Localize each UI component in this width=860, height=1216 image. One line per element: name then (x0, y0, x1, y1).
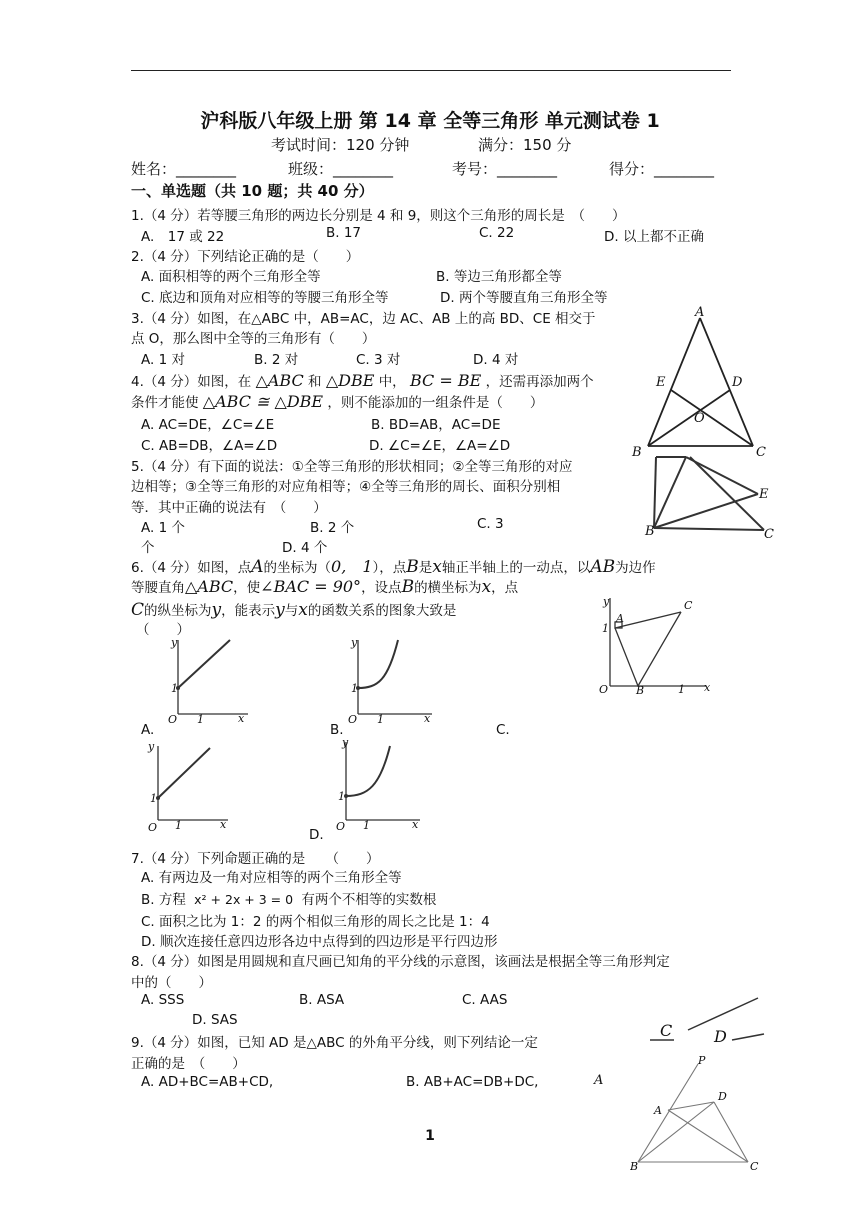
q8-stem-line1: 8.（4 分）如图是用圆规和直尺画已知角的平分线的示意图，该画法是根据全等三角形判定 (131, 954, 670, 970)
svg-text:O: O (336, 820, 346, 832)
q6-graph-b (340, 634, 436, 724)
q1-option-d[interactable]: D. 以上都不正确 (604, 229, 704, 245)
q3-label-d: D (732, 375, 743, 390)
q4-option-b[interactable]: B. BD=AB，AC=DE (371, 417, 501, 433)
page-number: 1 (425, 1128, 435, 1144)
q6-label-c: C (684, 599, 693, 612)
q3-label-c: C (756, 445, 766, 458)
q3-option-b[interactable]: B. 2 对 (254, 352, 299, 368)
q9-label-a: A (654, 1104, 662, 1117)
svg-text:1: 1 (171, 682, 178, 695)
q1-option-b[interactable]: B. 17 (326, 225, 362, 241)
q9-label-b: B (630, 1160, 639, 1173)
q1-option-a[interactable]: A. 17 或 22 (141, 229, 225, 245)
q8-stem-line2: 中的（ ） (131, 975, 212, 991)
q3-label-o: O (694, 411, 705, 426)
q9-label-p: P (698, 1054, 706, 1067)
q6-coordinate-figure (594, 592, 714, 698)
q3-option-a[interactable]: A. 1 对 (141, 352, 185, 368)
q7-stem: 7.（4 分）下列命题正确的是 （ ） (131, 851, 380, 867)
q8-option-a[interactable]: A. SSS (141, 992, 185, 1008)
svg-text:x: x (424, 712, 431, 724)
q8-label-d: D (714, 1027, 727, 1044)
q6-origin: O (599, 683, 609, 696)
q8-angle-bisector-figure (646, 992, 770, 1044)
q6-option-c[interactable]: C. (496, 722, 510, 738)
q5-option-d[interactable]: D. 4 个 (282, 540, 328, 556)
q6-axis-y: y (603, 595, 610, 608)
q4-option-d[interactable]: D. ∠C=∠E，∠A=∠D (369, 438, 511, 454)
svg-text:x: x (412, 818, 419, 831)
q5-option-c-cont: 个 (141, 540, 155, 556)
q9-stem-line1: 9.（4 分）如图，已知 AD 是△ABC 的外角平分线，则下列结论一定 (131, 1035, 538, 1051)
q4-stem-line1: 4.（4 分）如图，在 △ABC 和 △DBE 中， BC = BE ，还需再添加两个 (131, 371, 594, 390)
q2-option-b[interactable]: B. 等边三角形都全等 (436, 269, 562, 285)
q3-stem-line2: 点 O，那么图中全等的三角形有（ ） (131, 331, 376, 347)
q6-option-a[interactable]: A. (141, 722, 155, 738)
svg-text:O: O (148, 821, 158, 832)
q6-answer-paren: （ ） (136, 622, 190, 638)
q9-option-a[interactable]: A. AD+BC=AB+CD, (141, 1074, 274, 1090)
q5-option-b[interactable]: B. 2 个 (310, 520, 355, 536)
q6-axis-x: x (704, 681, 711, 694)
q5-label-b: B (645, 524, 655, 539)
svg-text:y: y (351, 636, 358, 649)
q6-stem-line1: 6.（4 分）如图，点A的坐标为（0, 1），点B是x轴正半轴上的一动点，以AB为边作 (131, 557, 656, 577)
q6-option-b[interactable]: B. (330, 722, 344, 738)
svg-text:O: O (168, 713, 178, 724)
q9-fragment-label: A (594, 1073, 604, 1088)
q6-graph-c (140, 740, 232, 832)
q4-option-a[interactable]: A. AC=DE，∠C=∠E (141, 417, 275, 433)
svg-text:x: x (220, 818, 227, 831)
q8-option-d[interactable]: D. SAS (192, 1012, 238, 1028)
q7-option-d[interactable]: D. 顺次连接任意四边形各边中点得到的四边形是平行四边形 (141, 934, 498, 950)
q5-triangles-figure (640, 454, 780, 542)
q2-stem: 2.（4 分）下列结论正确的是（ ） (131, 249, 360, 265)
q3-label-b: B (632, 445, 642, 458)
section-heading: 一、单选题（共 10 题；共 40 分） (131, 182, 374, 200)
svg-text:1: 1 (377, 713, 384, 724)
svg-text:y: y (148, 740, 155, 753)
q2-option-c[interactable]: C. 底边和顶角对应相等的等腰三角形全等 (141, 290, 389, 306)
q9-label-c: C (750, 1160, 759, 1173)
q7-option-a[interactable]: A. 有两边及一角对应相等的两个三角形全等 (141, 870, 402, 886)
q6-label-a: A (616, 612, 624, 625)
svg-text:1: 1 (338, 790, 345, 803)
q3-label-a: A (695, 305, 705, 320)
q3-option-c[interactable]: C. 3 对 (356, 352, 401, 368)
svg-text:1: 1 (150, 792, 157, 805)
q7-option-b[interactable]: B. 方程 x² + 2x + 3 = 0 有两个不相等的实数根 (141, 892, 437, 908)
svg-text:1: 1 (363, 819, 370, 832)
q5-stem-line3: 等．其中正确的说法有 （ ） (131, 500, 327, 516)
svg-text:y: y (342, 736, 349, 749)
q9-exterior-bisector-figure (630, 1054, 770, 1174)
q9-label-d: D (718, 1090, 727, 1103)
q4-stem-line2: 条件才能使 △ABC ≅ △DBE ，则不能添加的一组条件是（ ） (131, 392, 544, 411)
q3-label-e: E (656, 375, 666, 390)
q1-stem: 1.（4 分）若等腰三角形的两边长分别是 4 和 9，则这个三角形的周长是 （ ） (131, 208, 626, 224)
svg-text:1: 1 (175, 819, 182, 832)
q2-option-d[interactable]: D. 两个等腰直角三角形全等 (440, 290, 608, 306)
q7-option-c[interactable]: C. 面积之比为 1：2 的两个相似三角形的周长之比是 1：4 (141, 914, 490, 930)
exam-time: 考试时间：120 分钟 (271, 136, 410, 154)
q5-stem-line1: 5.（4 分）有下面的说法：①全等三角形的形状相同；②全等三角形的对应 (131, 459, 573, 475)
exam-title: 沪科版八年级上册 第 14 章 全等三角形 单元测试卷 1 (200, 110, 660, 132)
score-field[interactable]: 得分：________ (609, 160, 715, 178)
q6-option-d[interactable]: D. (309, 827, 324, 843)
top-rule (131, 70, 731, 71)
class-field[interactable]: 班级：________ (288, 160, 394, 178)
q5-option-a[interactable]: A. 1 个 (141, 520, 185, 536)
svg-text:O: O (348, 713, 358, 724)
q5-label-e: E (759, 487, 769, 502)
q3-option-d[interactable]: D. 4 对 (473, 352, 519, 368)
q6-graph-d (328, 736, 424, 832)
svg-text:y: y (171, 636, 178, 649)
q4-option-c[interactable]: C. AB=DB，∠A=∠D (141, 438, 278, 454)
svg-text:x: x (238, 712, 245, 724)
q5-stem-line2: 边相等；③全等三角形的对应角相等；④全等三角形的周长、面积分别相 (131, 479, 561, 495)
q6-label-b: B (636, 684, 645, 697)
q6-tick-x1: 1 (678, 683, 685, 696)
number-field[interactable]: 考号：________ (452, 160, 558, 178)
q8-label-c: C (660, 1021, 673, 1040)
q9-option-b[interactable]: B. AB+AC=DB+DC, (406, 1074, 539, 1090)
q2-option-a[interactable]: A. 面积相等的两个三角形全等 (141, 269, 321, 285)
q1-option-c[interactable]: C. 22 (479, 225, 515, 241)
q6-stem-line2: 等腰直角△ABC，使∠BAC = 90°，设点B的横坐标为x，点 (131, 577, 519, 597)
q8-option-c[interactable]: C. AAS (462, 992, 508, 1008)
name-field[interactable]: 姓名：________ (131, 160, 237, 178)
q3-triangle-figure (628, 304, 776, 458)
q6-stem-line3: C的纵坐标为y，能表示y与x的函数关系的图象大致是 (131, 600, 457, 620)
exam-full-score: 满分：150 分 (478, 136, 572, 154)
q6-tick-1: 1 (602, 622, 609, 635)
svg-text:1: 1 (351, 682, 358, 695)
q6-graph-a (160, 634, 252, 724)
q5-option-c[interactable]: C. 3 (477, 516, 504, 532)
q5-label-c: C (764, 527, 774, 542)
q9-stem-line2: 正确的是 （ ） (131, 1056, 246, 1072)
svg-text:1: 1 (197, 713, 204, 724)
q3-stem-line1: 3.（4 分）如图，在△ABC 中，AB=AC，边 AC、AB 上的高 BD、CE 相交于 (131, 311, 596, 327)
q8-option-b[interactable]: B. ASA (299, 992, 345, 1008)
